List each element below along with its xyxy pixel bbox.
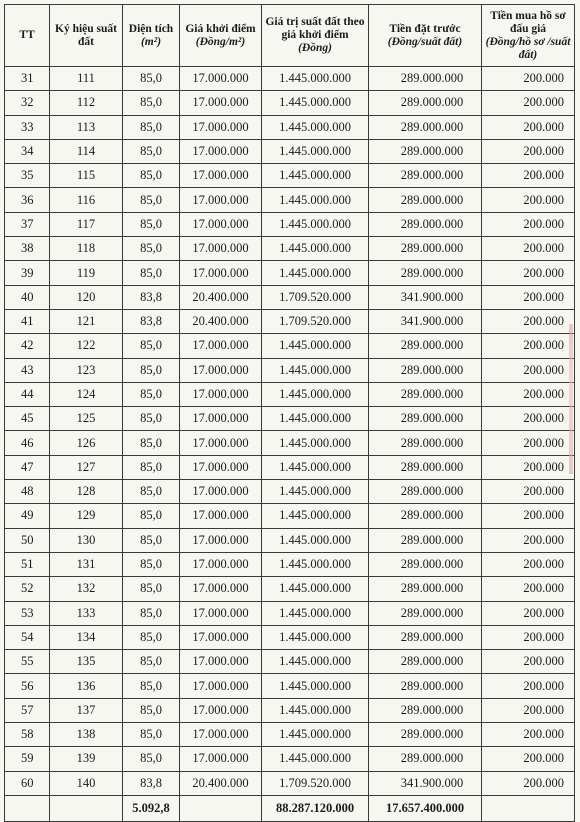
row-area: 85,0: [123, 577, 180, 601]
row-tt: 57: [5, 698, 50, 722]
row-start-price: 17.000.000: [180, 747, 262, 771]
row-fee: 200.000: [482, 261, 575, 285]
row-start-price: 17.000.000: [180, 577, 262, 601]
row-area: 85,0: [123, 674, 180, 698]
col-header-deposit: Tiền đặt trước (Đồng/suất đất): [369, 5, 482, 67]
row-deposit: 289.000.000: [369, 115, 482, 139]
col-header-code: Ký hiệu suất đất: [50, 5, 123, 67]
row-deposit: 341.900.000: [369, 771, 482, 795]
row-tt: 52: [5, 577, 50, 601]
row-start-price: 17.000.000: [180, 650, 262, 674]
row-start-price: 17.000.000: [180, 698, 262, 722]
row-code: 119: [50, 261, 123, 285]
row-value: 1.445.000.000: [262, 480, 369, 504]
row-deposit: 289.000.000: [369, 747, 482, 771]
table-row: [5, 601, 575, 625]
row-area: 85,0: [123, 212, 180, 236]
row-code: 133: [50, 601, 123, 625]
row-tt: 50: [5, 528, 50, 552]
table-row: [5, 237, 575, 261]
row-code: 121: [50, 309, 123, 333]
col-header-area: Diện tích (m²): [123, 5, 180, 67]
row-deposit: 289.000.000: [369, 407, 482, 431]
row-code: 136: [50, 674, 123, 698]
table-row: [5, 698, 575, 722]
row-fee: 200.000: [482, 188, 575, 212]
row-fee: 200.000: [482, 480, 575, 504]
row-value: 1.445.000.000: [262, 650, 369, 674]
row-start-price: 17.000.000: [180, 552, 262, 576]
table-row: [5, 67, 575, 91]
row-start-price: 17.000.000: [180, 67, 262, 91]
row-tt: 51: [5, 552, 50, 576]
row-fee: 200.000: [482, 382, 575, 406]
row-area: 85,0: [123, 164, 180, 188]
table-row: [5, 480, 575, 504]
row-area: 85,0: [123, 747, 180, 771]
col-header-tt: TT: [5, 5, 50, 67]
land-auction-table: [4, 4, 575, 822]
row-value: 1.445.000.000: [262, 139, 369, 163]
row-tt: 31: [5, 67, 50, 91]
row-start-price: 17.000.000: [180, 261, 262, 285]
row-value: 1.445.000.000: [262, 552, 369, 576]
table-row: [5, 674, 575, 698]
row-area: 85,0: [123, 698, 180, 722]
row-area: 85,0: [123, 139, 180, 163]
table-row: [5, 504, 575, 528]
row-start-price: 17.000.000: [180, 237, 262, 261]
row-area: 85,0: [123, 261, 180, 285]
row-code: 125: [50, 407, 123, 431]
row-start-price: 17.000.000: [180, 91, 262, 115]
row-deposit: 289.000.000: [369, 212, 482, 236]
row-area: 85,0: [123, 237, 180, 261]
row-fee: 200.000: [482, 334, 575, 358]
table-row: [5, 455, 575, 479]
row-tt: 35: [5, 164, 50, 188]
row-deposit: 289.000.000: [369, 577, 482, 601]
row-deposit: 289.000.000: [369, 601, 482, 625]
row-value: 1.445.000.000: [262, 723, 369, 747]
row-code: 137: [50, 698, 123, 722]
row-value: 1.445.000.000: [262, 577, 369, 601]
row-code: 127: [50, 455, 123, 479]
row-fee: 200.000: [482, 285, 575, 309]
row-fee: 200.000: [482, 115, 575, 139]
row-fee: 200.000: [482, 771, 575, 795]
row-tt: 44: [5, 382, 50, 406]
table-row: [5, 261, 575, 285]
row-tt: 48: [5, 480, 50, 504]
totals-fee-cell: [482, 795, 575, 821]
row-area: 85,0: [123, 334, 180, 358]
table-row: [5, 747, 575, 771]
row-fee: 200.000: [482, 528, 575, 552]
row-start-price: 17.000.000: [180, 407, 262, 431]
totals-code-cell: [50, 795, 123, 821]
table-row: [5, 650, 575, 674]
row-area: 85,0: [123, 504, 180, 528]
row-area: 85,0: [123, 188, 180, 212]
row-deposit: 289.000.000: [369, 139, 482, 163]
row-deposit: 341.900.000: [369, 285, 482, 309]
row-tt: 60: [5, 771, 50, 795]
row-fee: 200.000: [482, 67, 575, 91]
row-value: 1.445.000.000: [262, 455, 369, 479]
row-area: 85,0: [123, 431, 180, 455]
row-fee: 200.000: [482, 650, 575, 674]
row-fee: 200.000: [482, 577, 575, 601]
row-tt: 56: [5, 674, 50, 698]
col-header-start-price: Giá khởi điểm (Đồng/m²): [180, 5, 262, 67]
row-start-price: 17.000.000: [180, 480, 262, 504]
row-deposit: 289.000.000: [369, 480, 482, 504]
table-row: [5, 212, 575, 236]
row-tt: 46: [5, 431, 50, 455]
row-deposit: 289.000.000: [369, 552, 482, 576]
row-tt: 36: [5, 188, 50, 212]
row-area: 85,0: [123, 625, 180, 649]
row-area: 85,0: [123, 723, 180, 747]
row-value: 1.445.000.000: [262, 334, 369, 358]
row-area: 85,0: [123, 67, 180, 91]
row-fee: 200.000: [482, 455, 575, 479]
row-code: 140: [50, 771, 123, 795]
row-deposit: 289.000.000: [369, 382, 482, 406]
red-seal-edge: [569, 324, 573, 474]
table-row: [5, 407, 575, 431]
row-start-price: 17.000.000: [180, 358, 262, 382]
row-deposit: 341.900.000: [369, 309, 482, 333]
row-code: 120: [50, 285, 123, 309]
row-code: 116: [50, 188, 123, 212]
row-deposit: 289.000.000: [369, 723, 482, 747]
row-start-price: 17.000.000: [180, 723, 262, 747]
row-code: 131: [50, 552, 123, 576]
row-tt: 39: [5, 261, 50, 285]
row-code: 134: [50, 625, 123, 649]
row-fee: 200.000: [482, 504, 575, 528]
row-tt: 40: [5, 285, 50, 309]
row-start-price: 17.000.000: [180, 382, 262, 406]
row-tt: 32: [5, 91, 50, 115]
row-tt: 53: [5, 601, 50, 625]
row-value: 1.445.000.000: [262, 747, 369, 771]
total-deposit: 17.657.400.000: [369, 795, 482, 821]
row-deposit: 289.000.000: [369, 188, 482, 212]
row-tt: 45: [5, 407, 50, 431]
row-value: 1.445.000.000: [262, 382, 369, 406]
table-row: [5, 528, 575, 552]
row-start-price: 17.000.000: [180, 334, 262, 358]
table-row: [5, 285, 575, 309]
row-area: 85,0: [123, 528, 180, 552]
row-deposit: 289.000.000: [369, 504, 482, 528]
row-fee: 200.000: [482, 164, 575, 188]
row-code: 117: [50, 212, 123, 236]
row-fee: 200.000: [482, 698, 575, 722]
row-tt: 47: [5, 455, 50, 479]
total-value: 88.287.120.000: [262, 795, 369, 821]
row-start-price: 17.000.000: [180, 431, 262, 455]
row-code: 132: [50, 577, 123, 601]
row-value: 1.445.000.000: [262, 528, 369, 552]
row-deposit: 289.000.000: [369, 625, 482, 649]
total-area: 5.092,8: [123, 795, 180, 821]
row-tt: 43: [5, 358, 50, 382]
row-tt: 55: [5, 650, 50, 674]
row-tt: 54: [5, 625, 50, 649]
row-code: 113: [50, 115, 123, 139]
row-tt: 38: [5, 237, 50, 261]
col-header-fee: Tiền mua hồ sơ đấu giá (Đồng/hồ sơ /suất đất): [482, 5, 575, 67]
row-deposit: 289.000.000: [369, 674, 482, 698]
row-fee: 200.000: [482, 212, 575, 236]
row-code: 130: [50, 528, 123, 552]
table-row: [5, 431, 575, 455]
row-tt: 37: [5, 212, 50, 236]
row-code: 122: [50, 334, 123, 358]
table-row: [5, 91, 575, 115]
row-start-price: 17.000.000: [180, 504, 262, 528]
row-value: 1.445.000.000: [262, 91, 369, 115]
row-value: 1.445.000.000: [262, 115, 369, 139]
row-area: 85,0: [123, 480, 180, 504]
table-body: [5, 67, 575, 796]
totals-row: [5, 795, 575, 821]
row-area: 85,0: [123, 407, 180, 431]
row-code: 114: [50, 139, 123, 163]
row-fee: 200.000: [482, 723, 575, 747]
row-deposit: 289.000.000: [369, 67, 482, 91]
row-area: 85,0: [123, 382, 180, 406]
row-fee: 200.000: [482, 309, 575, 333]
row-value: 1.445.000.000: [262, 164, 369, 188]
row-area: 85,0: [123, 650, 180, 674]
row-area: 85,0: [123, 601, 180, 625]
row-deposit: 289.000.000: [369, 164, 482, 188]
row-value: 1.445.000.000: [262, 212, 369, 236]
row-start-price: 20.400.000: [180, 309, 262, 333]
row-value: 1.445.000.000: [262, 407, 369, 431]
row-fee: 200.000: [482, 91, 575, 115]
row-deposit: 289.000.000: [369, 237, 482, 261]
row-start-price: 17.000.000: [180, 455, 262, 479]
row-fee: 200.000: [482, 625, 575, 649]
totals-price-cell: [180, 795, 262, 821]
header-row: [5, 5, 575, 67]
row-code: 112: [50, 91, 123, 115]
table-row: [5, 139, 575, 163]
row-tt: 42: [5, 334, 50, 358]
row-code: 115: [50, 164, 123, 188]
document-page: [4, 4, 574, 820]
row-fee: 200.000: [482, 674, 575, 698]
row-deposit: 289.000.000: [369, 91, 482, 115]
table-row: [5, 382, 575, 406]
row-value: 1.445.000.000: [262, 698, 369, 722]
row-tt: 58: [5, 723, 50, 747]
table-row: [5, 334, 575, 358]
row-deposit: 289.000.000: [369, 261, 482, 285]
row-code: 135: [50, 650, 123, 674]
row-start-price: 20.400.000: [180, 771, 262, 795]
row-area: 83,8: [123, 771, 180, 795]
table-row: [5, 188, 575, 212]
row-deposit: 289.000.000: [369, 431, 482, 455]
totals-tt-cell: [5, 795, 50, 821]
row-code: 128: [50, 480, 123, 504]
row-start-price: 17.000.000: [180, 115, 262, 139]
row-tt: 49: [5, 504, 50, 528]
table-row: [5, 723, 575, 747]
row-fee: 200.000: [482, 358, 575, 382]
row-value: 1.445.000.000: [262, 674, 369, 698]
table-row: [5, 771, 575, 795]
table-row: [5, 577, 575, 601]
row-deposit: 289.000.000: [369, 698, 482, 722]
row-start-price: 17.000.000: [180, 188, 262, 212]
row-fee: 200.000: [482, 237, 575, 261]
row-deposit: 289.000.000: [369, 528, 482, 552]
row-area: 85,0: [123, 358, 180, 382]
row-value: 1.445.000.000: [262, 431, 369, 455]
row-deposit: 289.000.000: [369, 334, 482, 358]
row-deposit: 289.000.000: [369, 650, 482, 674]
row-fee: 200.000: [482, 407, 575, 431]
row-fee: 200.000: [482, 139, 575, 163]
row-area: 85,0: [123, 455, 180, 479]
row-value: 1.445.000.000: [262, 358, 369, 382]
table-row: [5, 164, 575, 188]
table-row: [5, 552, 575, 576]
row-fee: 200.000: [482, 601, 575, 625]
row-start-price: 17.000.000: [180, 139, 262, 163]
row-value: 1.445.000.000: [262, 237, 369, 261]
row-deposit: 289.000.000: [369, 358, 482, 382]
row-code: 124: [50, 382, 123, 406]
row-area: 83,8: [123, 285, 180, 309]
row-code: 126: [50, 431, 123, 455]
row-code: 139: [50, 747, 123, 771]
row-value: 1.445.000.000: [262, 67, 369, 91]
row-start-price: 17.000.000: [180, 625, 262, 649]
row-area: 85,0: [123, 552, 180, 576]
col-header-value: Giá trị suất đất theo giá khởi điểm (Đồng): [262, 5, 369, 67]
row-code: 129: [50, 504, 123, 528]
row-start-price: 17.000.000: [180, 212, 262, 236]
row-start-price: 17.000.000: [180, 601, 262, 625]
row-value: 1.445.000.000: [262, 261, 369, 285]
row-start-price: 17.000.000: [180, 164, 262, 188]
table-row: [5, 309, 575, 333]
table-row: [5, 358, 575, 382]
row-value: 1.445.000.000: [262, 601, 369, 625]
row-code: 111: [50, 67, 123, 91]
row-deposit: 289.000.000: [369, 455, 482, 479]
row-start-price: 20.400.000: [180, 285, 262, 309]
row-code: 138: [50, 723, 123, 747]
row-fee: 200.000: [482, 747, 575, 771]
row-value: 1.445.000.000: [262, 625, 369, 649]
row-tt: 59: [5, 747, 50, 771]
table-row: [5, 115, 575, 139]
row-value: 1.445.000.000: [262, 504, 369, 528]
row-fee: 200.000: [482, 431, 575, 455]
row-area: 83,8: [123, 309, 180, 333]
row-start-price: 17.000.000: [180, 528, 262, 552]
row-area: 85,0: [123, 115, 180, 139]
table-row: [5, 625, 575, 649]
row-area: 85,0: [123, 91, 180, 115]
row-start-price: 17.000.000: [180, 674, 262, 698]
row-value: 1.709.520.000: [262, 309, 369, 333]
row-tt: 33: [5, 115, 50, 139]
row-code: 118: [50, 237, 123, 261]
row-value: 1.709.520.000: [262, 285, 369, 309]
row-value: 1.709.520.000: [262, 771, 369, 795]
row-value: 1.445.000.000: [262, 188, 369, 212]
row-tt: 41: [5, 309, 50, 333]
row-code: 123: [50, 358, 123, 382]
row-fee: 200.000: [482, 552, 575, 576]
row-tt: 34: [5, 139, 50, 163]
